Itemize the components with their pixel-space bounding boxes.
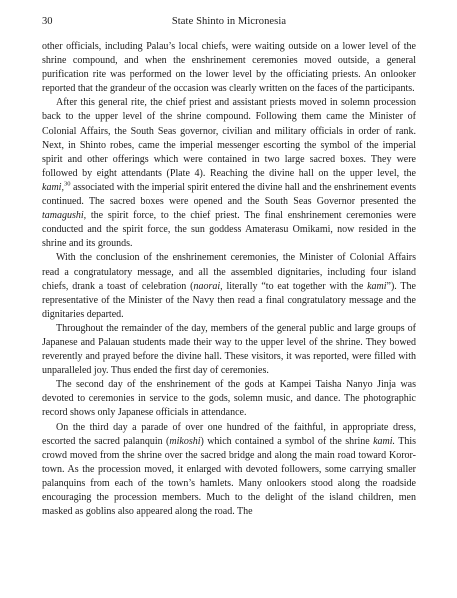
- text-run: With the conclusion of the enshrinement ceremonies, the Minister of Colonial Affairs read a congratulatory message, and all the assembled dignitaries, including four island chiefs, drank a toast of celebration (: [42, 252, 416, 292]
- text-run: On the third day a parade of over one hundred of the faithful, in appropriate dress, escorted the sacred palanquin (: [42, 421, 416, 447]
- text-run: literally “to eat together with the: [222, 280, 368, 292]
- italic-term: kami,: [42, 181, 64, 193]
- text-run: The second day of the enshrinement of the gods at Kampei Taisha Nanyo Jinja was devoted to ceremonies in service to the gods, solemn music, and dance. The photographic record shows only Japanese officials in attendance.: [42, 379, 416, 419]
- text-run: After this general rite, the chief priest and assistant priests moved in solemn procession back to the upper level of the shrine compound. Following them came the Minister of Colonial Affairs, the South Seas governor, civilian and military officials in order of rank. Next, in Shinto robes, came the imperial messenger escorting the symbol of the imperial spirit and other offerings which were contained in two large sacred boxes. They were followed by eight attendants (Plate 4). Reaching the divine hall on the upper level, the: [42, 97, 416, 179]
- text-run: This crowd moved from the shrine over the sacred bridge and along the main road toward Koror-town. As the procession moved, it enlarged with devoted followers, some carrying smaller palanquins from each of the town’s hamlets. Many onlookers stood along the roadside encouraging the procession members. Much to the delight of the island children, men masked as goblins also appeared along the road. The: [42, 435, 416, 518]
- italic-term: kami.: [373, 435, 396, 447]
- text-run: ”). The representative of the Minister of the Navy then read a final congratulatory message and the dignitaries departed.: [42, 280, 416, 320]
- paragraph: [42, 251, 416, 321]
- paragraph: [42, 96, 416, 251]
- italic-term: tamagushi,: [42, 210, 87, 222]
- text-run: associated with the imperial spirit entered the divine hall and the enshrinement events continued. The sacred boxes were opened and the South Seas Governor presented the: [42, 181, 416, 208]
- paragraph: [42, 40, 416, 96]
- paragraph: [42, 322, 416, 378]
- running-title: State Shinto in Micronesia: [171, 16, 287, 27]
- text-run: Throughout the remainder of the day, members of the general public and large groups of Japanese and Palauan students made their way to the upper level of the shrine. They bowed reverently and prayed before the divine hall. These visitors, it was reported, were filled with unparalleled joy. Thus ended the first day of ceremonies.: [42, 322, 416, 377]
- text-run: the spirit force, to the chief priest. The final enshrinement ceremonies were conducted and the spirit force, the sun goddess Amaterasu Omikami, now resided in the shrine and its grounds.: [42, 210, 416, 250]
- body-text: [42, 40, 416, 519]
- text-run: ) which contained a symbol of the shrine: [200, 435, 374, 447]
- text-run: other officials, including Palau’s local chiefs, were waiting outside on a lower level of the shrine compound, and when the enshrinement ceremonies moved outside, a general purification rite was performed on the lower level by the officiating priests. An onlooker reported that the grandeur of the occasion was clearly written on the faces of the participants.: [42, 41, 416, 95]
- page-header: [42, 16, 416, 30]
- italic-term: mikoshi: [169, 435, 201, 447]
- paragraph: [42, 378, 416, 420]
- paragraph: [42, 421, 416, 520]
- footnote-marker: 30: [63, 180, 71, 188]
- italic-term: kami: [367, 280, 387, 292]
- page-number: 30: [42, 16, 53, 27]
- italic-term: naorai,: [193, 280, 223, 292]
